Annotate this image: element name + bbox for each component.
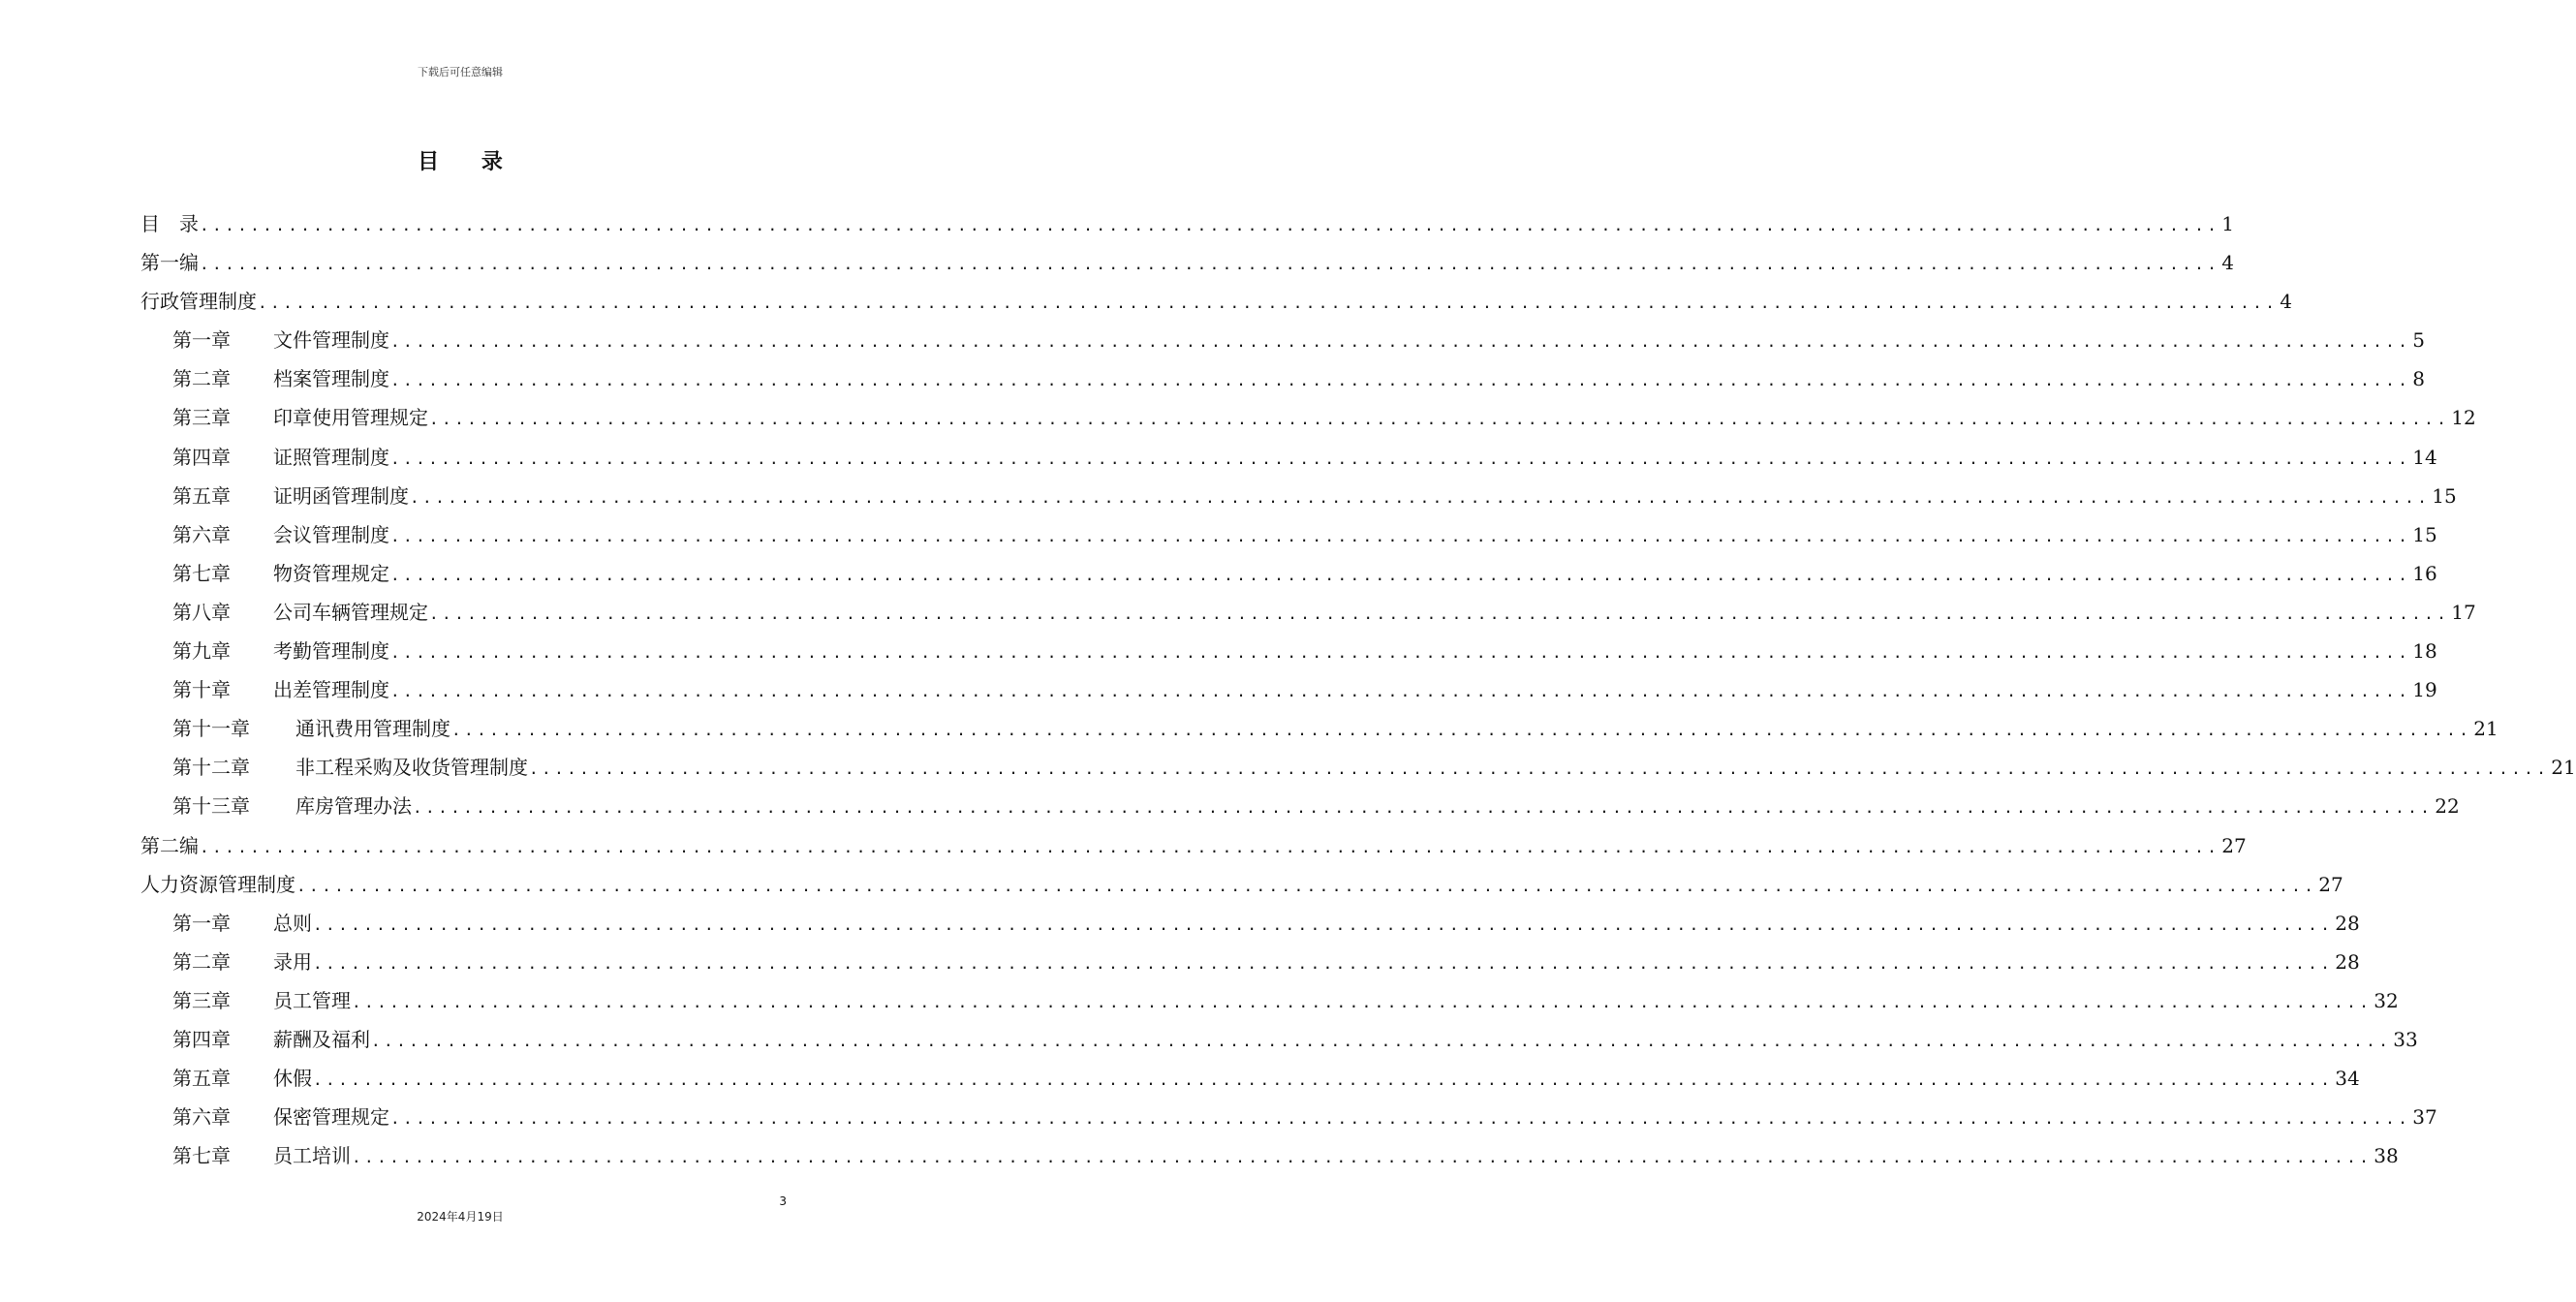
toc-page-number: 12	[2451, 406, 2476, 430]
toc-chapter-title: 考勤管理制度	[273, 639, 389, 664]
toc-chapter-title: 会议管理制度	[273, 522, 389, 546]
toc-chapter-number: 第十三章	[172, 794, 250, 819]
page-number: 3	[779, 1194, 787, 1208]
toc-entry[interactable]	[140, 748, 2576, 787]
toc-chapter-number: 第七章	[172, 1144, 231, 1168]
dot-leader: ................................................................................................................................................................	[352, 1148, 2373, 1167]
toc-entry-label	[172, 1020, 370, 1059]
toc-page-number: 38	[2374, 1144, 2399, 1168]
toc-entry[interactable]	[140, 243, 2234, 282]
toc-chapter-number: 第十章	[172, 678, 231, 702]
toc-entry[interactable]	[140, 787, 2460, 825]
toc-page-number: 33	[2393, 1027, 2418, 1051]
toc-entry-label	[172, 593, 428, 632]
toc-chapter-title: 文件管理制度	[273, 328, 389, 353]
dot-leader: ................................................................................................................................................................	[352, 992, 2373, 1011]
dot-leader: ................................................................................................................................................................	[296, 876, 2317, 895]
toc-entry-label	[172, 1059, 312, 1098]
toc-chapter-title: 出差管理制度	[273, 678, 389, 702]
dot-leader: ................................................................................................................................................................	[451, 721, 2472, 740]
dot-leader: ................................................................................................................................................................	[258, 294, 2279, 313]
dot-leader: ................................................................................................................................................................	[390, 526, 2411, 545]
toc-entry-label	[172, 1098, 389, 1136]
toc-entry[interactable]	[140, 904, 2360, 943]
dot-leader: ................................................................................................................................................................	[200, 255, 2220, 274]
toc-entry[interactable]	[140, 593, 2476, 632]
dot-leader: ................................................................................................................................................................	[410, 487, 2431, 507]
table-of-contents	[140, 204, 2576, 1175]
toc-entry[interactable]	[140, 554, 2437, 593]
toc-chapter-number: 第十一章	[172, 717, 250, 741]
dot-leader: ................................................................................................................................................................	[371, 1031, 2392, 1050]
toc-section-label: 第一编	[140, 251, 199, 275]
dot-leader: ................................................................................................................................................................	[390, 643, 2411, 663]
toc-page-number: 1	[2221, 212, 2234, 235]
toc-entry-label	[172, 709, 450, 748]
toc-chapter-number: 第三章	[172, 406, 231, 430]
toc-chapter-number: 第一章	[172, 911, 231, 935]
toc-chapter-number: 第八章	[172, 600, 231, 624]
toc-chapter-number: 第二章	[172, 367, 231, 391]
toc-entry-label	[172, 398, 428, 437]
toc-entry[interactable]	[140, 826, 2247, 865]
toc-page-number: 22	[2435, 794, 2460, 819]
toc-page-number: 32	[2374, 988, 2399, 1012]
toc-chapter-number: 第三章	[172, 988, 231, 1012]
dot-leader: ................................................................................................................................................................	[429, 604, 2450, 623]
toc-entry[interactable]	[140, 438, 2437, 477]
toc-chapter-title: 库房管理办法	[295, 794, 412, 819]
toc-chapter-number: 第五章	[172, 483, 231, 508]
dot-leader: ................................................................................................................................................................	[413, 798, 2434, 818]
dot-leader: ................................................................................................................................................................	[313, 914, 2334, 934]
toc-section-label: 行政管理制度	[140, 290, 257, 314]
toc-page-number: 21	[2473, 717, 2498, 741]
toc-entry-label	[172, 787, 412, 825]
toc-page-number: 27	[2318, 872, 2343, 896]
toc-chapter-number: 第二章	[172, 949, 231, 974]
toc-page-number: 27	[2221, 833, 2247, 857]
toc-chapter-title: 通讯费用管理制度	[295, 717, 450, 741]
toc-page-number: 15	[2412, 522, 2437, 546]
dot-leader: ................................................................................................................................................................	[390, 371, 2411, 390]
toc-entry[interactable]	[140, 709, 2498, 748]
header-note: 下载后可任意编辑	[418, 66, 503, 78]
toc-chapter-number: 第六章	[172, 1105, 231, 1130]
toc-entry[interactable]	[140, 670, 2437, 709]
toc-entry[interactable]	[140, 321, 2425, 359]
toc-entry-label	[172, 943, 312, 981]
toc-entry[interactable]	[140, 204, 2234, 243]
dot-leader: ................................................................................................................................................................	[200, 216, 2220, 234]
page-title: 目 录	[418, 149, 520, 174]
toc-chapter-title: 保密管理规定	[273, 1105, 389, 1130]
toc-entry[interactable]	[140, 398, 2476, 437]
toc-chapter-title: 非工程采购及收货管理制度	[295, 756, 528, 780]
toc-page-number: 19	[2412, 678, 2437, 702]
toc-chapter-title: 录用	[273, 949, 312, 974]
toc-entry-label	[172, 981, 351, 1020]
toc-page-number: 18	[2412, 639, 2437, 664]
toc-chapter-number: 第四章	[172, 445, 231, 469]
toc-entry-label	[172, 748, 528, 787]
footer-date: 2024年4月19日	[417, 1210, 504, 1224]
toc-page-number: 21	[2551, 756, 2576, 780]
toc-chapter-title: 证明函管理制度	[273, 483, 409, 508]
toc-entry[interactable]	[140, 943, 2360, 981]
dot-leader: ................................................................................................................................................................	[390, 565, 2411, 584]
dot-leader: ................................................................................................................................................................	[529, 760, 2550, 779]
toc-entry-label	[172, 438, 389, 477]
toc-entry-label	[172, 904, 312, 943]
toc-chapter-number: 第七章	[172, 561, 231, 585]
toc-entry-label	[172, 477, 409, 515]
toc-page-number: 17	[2451, 600, 2476, 624]
toc-page-number: 4	[2221, 251, 2234, 275]
toc-chapter-number: 第六章	[172, 522, 231, 546]
toc-page-number: 37	[2412, 1105, 2437, 1130]
toc-entry[interactable]	[140, 1098, 2437, 1136]
toc-chapter-title: 休假	[273, 1067, 312, 1091]
toc-page-number: 28	[2335, 949, 2360, 974]
dot-leader: ................................................................................................................................................................	[390, 1109, 2411, 1129]
toc-chapter-title: 员工管理	[273, 988, 351, 1012]
toc-entry-label	[172, 554, 389, 593]
toc-chapter-title: 员工培训	[273, 1144, 351, 1168]
dot-leader: ................................................................................................................................................................	[390, 332, 2411, 352]
toc-chapter-number: 第一章	[172, 328, 231, 353]
dot-leader: ................................................................................................................................................................	[313, 953, 2334, 973]
toc-chapter-title: 物资管理规定	[273, 561, 389, 585]
toc-entry[interactable]	[140, 359, 2425, 398]
toc-entry[interactable]	[140, 282, 2292, 321]
dot-leader: ................................................................................................................................................................	[429, 410, 2450, 429]
dot-leader: ................................................................................................................................................................	[390, 449, 2411, 468]
toc-entry-label	[172, 321, 389, 359]
toc-chapter-title: 薪酬及福利	[273, 1027, 370, 1051]
toc-chapter-number: 第五章	[172, 1067, 231, 1091]
toc-section-label: 目 录	[140, 212, 199, 235]
toc-chapter-title: 档案管理制度	[273, 367, 389, 391]
dot-leader: ................................................................................................................................................................	[390, 682, 2411, 701]
toc-page-number: 4	[2280, 290, 2292, 314]
toc-page-number: 8	[2412, 367, 2425, 391]
toc-chapter-number: 第十二章	[172, 756, 250, 780]
toc-entry-label	[172, 359, 389, 398]
toc-page-number: 16	[2412, 561, 2437, 585]
dot-leader: ................................................................................................................................................................	[200, 837, 2220, 856]
toc-entry[interactable]	[140, 1136, 2399, 1175]
toc-chapter-title: 公司车辆管理规定	[273, 600, 428, 624]
toc-entry-label	[172, 632, 389, 670]
toc-page-number: 14	[2412, 445, 2437, 469]
toc-chapter-number: 第四章	[172, 1027, 231, 1051]
toc-section-label: 第二编	[140, 833, 199, 857]
toc-entry-label	[172, 670, 389, 709]
toc-chapter-title: 证照管理制度	[273, 445, 389, 469]
toc-chapter-title: 总则	[273, 911, 312, 935]
toc-entry[interactable]	[140, 1020, 2418, 1059]
toc-entry[interactable]	[140, 632, 2437, 670]
toc-page-number: 5	[2412, 328, 2425, 353]
toc-section-label: 人力资源管理制度	[140, 872, 295, 896]
dot-leader: ................................................................................................................................................................	[313, 1070, 2334, 1090]
toc-entry[interactable]	[140, 1059, 2360, 1098]
toc-entry-label	[172, 1136, 351, 1175]
toc-chapter-title: 印章使用管理规定	[273, 406, 428, 430]
toc-page-number: 15	[2432, 483, 2457, 508]
toc-entry[interactable]	[140, 981, 2399, 1020]
toc-page-number: 28	[2335, 911, 2360, 935]
toc-entry[interactable]	[140, 477, 2457, 515]
toc-entry[interactable]	[140, 865, 2343, 904]
toc-page-number: 34	[2335, 1067, 2360, 1091]
toc-chapter-number: 第九章	[172, 639, 231, 664]
toc-entry[interactable]	[140, 515, 2437, 554]
toc-entry-label	[172, 515, 389, 554]
